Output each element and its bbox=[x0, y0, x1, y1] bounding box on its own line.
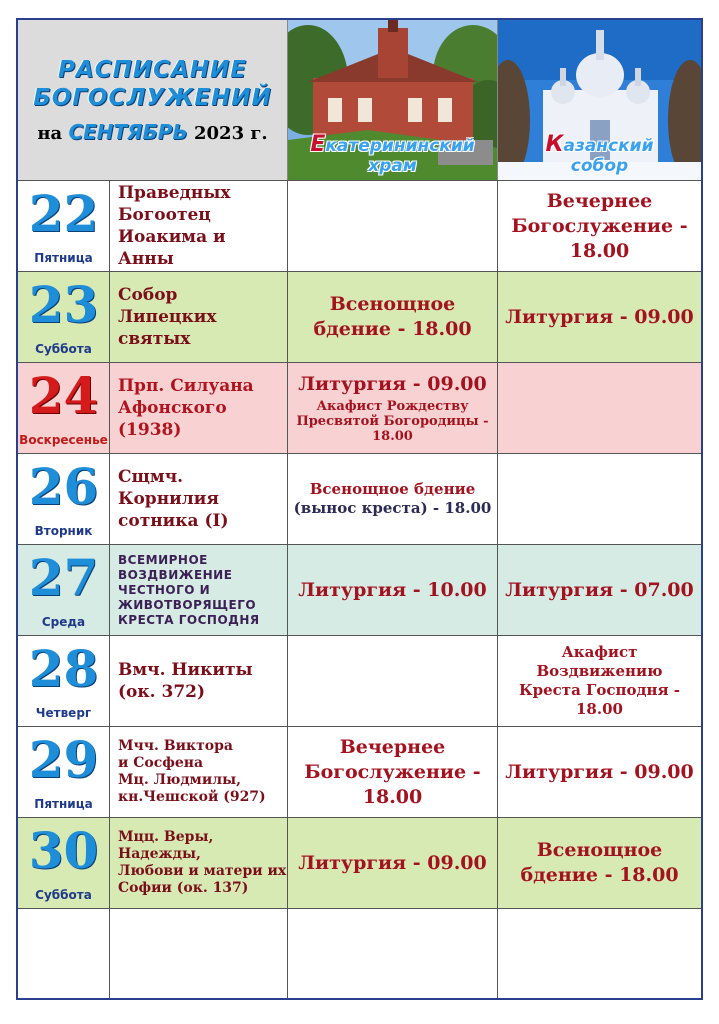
header bbox=[18, 20, 701, 180]
feast-line: ЧЕСТНОГО И bbox=[118, 582, 211, 597]
feast-cell bbox=[110, 363, 288, 453]
day-of-week: Воскресенье bbox=[19, 433, 108, 447]
church1-name: катерининский bbox=[325, 136, 475, 156]
service-line: Литургия - 09.00 bbox=[298, 851, 487, 874]
service-line: 18.00 bbox=[362, 785, 423, 808]
date-cell bbox=[18, 818, 110, 908]
service-note: (вынос креста) bbox=[293, 499, 428, 517]
kazansky-cell bbox=[498, 636, 701, 726]
feast-line: Богоотец bbox=[118, 205, 211, 225]
feast-line: Праведных bbox=[118, 183, 231, 203]
date-cell bbox=[18, 545, 110, 635]
service-line: 18.00 bbox=[576, 700, 623, 718]
service-line: Вечернее bbox=[339, 735, 446, 758]
day-number: 28 bbox=[28, 639, 99, 698]
schedule-row-empty bbox=[18, 908, 701, 998]
schedule-row-26 bbox=[18, 453, 701, 544]
date-cell bbox=[18, 909, 110, 998]
day-number: 27 bbox=[28, 548, 99, 607]
day-number: 26 bbox=[28, 457, 99, 516]
kazansky-cell bbox=[498, 272, 701, 362]
day-of-week: Пятница bbox=[34, 797, 93, 811]
schedule-row-24 bbox=[18, 362, 701, 453]
date-cell bbox=[18, 363, 110, 453]
feast-cell bbox=[110, 545, 288, 635]
day-number: 22 bbox=[28, 184, 99, 243]
feast-cell bbox=[110, 727, 288, 817]
kazansky-cell bbox=[498, 545, 701, 635]
date-cell bbox=[18, 272, 110, 362]
ekaterininsky-cell bbox=[288, 454, 498, 544]
feast-line: Сщмч. Корнилия bbox=[118, 467, 219, 509]
feast-line: сотника (I) bbox=[118, 511, 229, 531]
title-month-line bbox=[37, 120, 267, 144]
ekaterininsky-cell bbox=[288, 818, 498, 908]
day-of-week: Четверг bbox=[35, 706, 92, 720]
church2-line2: собор bbox=[570, 156, 629, 176]
church1-line2: храм bbox=[368, 156, 417, 176]
feast-line: Софии (ок. 137) bbox=[118, 880, 249, 896]
date-cell bbox=[18, 636, 110, 726]
feast-line: (ок. 372) bbox=[118, 682, 206, 702]
feast-line: Иоакима и Анны bbox=[118, 227, 226, 269]
feast-cell bbox=[110, 909, 288, 998]
church2-name: азанский bbox=[563, 136, 654, 156]
schedule-row-30 bbox=[18, 817, 701, 908]
feast-cell bbox=[110, 818, 288, 908]
service-line: Всенощное бдение bbox=[309, 480, 476, 498]
feast-cell bbox=[110, 181, 288, 271]
service-line: Богослужение - bbox=[511, 214, 688, 237]
feast-line: Мчч. Виктора bbox=[118, 738, 233, 754]
feast-line: кн.Чешской (927) bbox=[118, 789, 266, 805]
day-of-week: Суббота bbox=[35, 888, 92, 902]
service-line: Акафист Рождеству bbox=[316, 399, 469, 414]
feast-line: ЖИВОТВОРЯЩЕГО bbox=[118, 597, 257, 612]
kazansky-cell bbox=[498, 181, 701, 271]
day-number: 29 bbox=[28, 730, 99, 789]
service-line: Литургия - 09.00 bbox=[505, 305, 694, 328]
day-number: 30 bbox=[28, 821, 99, 880]
feast-cell bbox=[110, 636, 288, 726]
day-of-week: Пятница bbox=[34, 251, 93, 265]
schedule-row-28 bbox=[18, 635, 701, 726]
service-line: Богослужение - bbox=[304, 760, 481, 783]
feast-line: КРЕСТА ГОСПОДНЯ bbox=[118, 612, 260, 627]
schedule-row-23 bbox=[18, 271, 701, 362]
title-line-2: БОГОСЛУЖЕНИЙ bbox=[33, 85, 272, 111]
ekaterininsky-cell bbox=[288, 181, 498, 271]
feast-line: Любови и матери их bbox=[118, 863, 287, 879]
day-of-week: Вторник bbox=[34, 524, 93, 538]
church2-cap: К bbox=[545, 132, 564, 157]
service-line: Литургия - 07.00 bbox=[505, 578, 694, 601]
service-line: бдение - 18.00 bbox=[520, 864, 679, 886]
schedule-page bbox=[16, 18, 703, 1000]
kazansky-cell bbox=[498, 727, 701, 817]
kazansky-cell bbox=[498, 363, 701, 453]
schedule-row-27 bbox=[18, 544, 701, 635]
service-line: Всенощное bbox=[329, 293, 456, 315]
feast-cell bbox=[110, 272, 288, 362]
kazansky-cathedral-photo bbox=[498, 20, 701, 180]
feast-line: ВСЕМИРНОЕ bbox=[118, 552, 208, 567]
service-line: Литургия - 09.00 bbox=[298, 373, 487, 395]
feast-line: Мц. Людмилы, bbox=[118, 772, 241, 788]
kazansky-cell bbox=[498, 454, 701, 544]
service-line: Литургия - 09.00 bbox=[505, 760, 694, 783]
service-line: Пресвятой Богородицы - bbox=[296, 414, 489, 429]
service-line: бдение - 18.00 bbox=[313, 318, 472, 340]
date-cell bbox=[18, 181, 110, 271]
ekaterininsky-cell bbox=[288, 272, 498, 362]
ekaterininsky-cell bbox=[288, 363, 498, 453]
feast-line: Прп. Силуана bbox=[118, 376, 254, 396]
feast-cell bbox=[110, 454, 288, 544]
church1-cap: Е bbox=[310, 132, 326, 157]
ekaterininsky-cell bbox=[288, 909, 498, 998]
schedule-row-29 bbox=[18, 726, 701, 817]
day-of-week: Среда bbox=[41, 615, 86, 629]
feast-line: Мцц. Веры, bbox=[118, 829, 214, 845]
service-line: Креста Господня - bbox=[518, 681, 681, 699]
service-line: 18.00 bbox=[372, 429, 413, 444]
date-cell bbox=[18, 454, 110, 544]
kazansky-cell bbox=[498, 818, 701, 908]
title-line-1: РАСПИСАНИЕ bbox=[58, 57, 247, 83]
feast-line: Надежды, bbox=[118, 846, 201, 862]
ekaterininsky-cell bbox=[288, 545, 498, 635]
service-line: Акафист bbox=[561, 643, 638, 661]
title-pre: на bbox=[37, 123, 63, 144]
date-cell bbox=[18, 727, 110, 817]
feast-line: и Сосфена bbox=[118, 755, 204, 771]
church2-label bbox=[498, 132, 701, 176]
title-block bbox=[18, 20, 288, 180]
service-time: - 18.00 bbox=[427, 499, 492, 517]
day-of-week: Суббота bbox=[35, 342, 92, 356]
feast-line: Собор bbox=[118, 285, 178, 305]
service-line: Литургия - 10.00 bbox=[298, 578, 487, 601]
ekaterininsky-cell bbox=[288, 727, 498, 817]
feast-line: Вмч. Никиты bbox=[118, 660, 253, 680]
day-number: 24 bbox=[28, 366, 99, 425]
kazansky-cell bbox=[498, 909, 701, 998]
ekaterininsky-cell bbox=[288, 636, 498, 726]
title-year: 2023 г. bbox=[194, 123, 268, 144]
service-line: 18.00 bbox=[569, 239, 630, 262]
feast-line: Афонского (1938) bbox=[118, 398, 227, 440]
schedule-row-22 bbox=[18, 180, 701, 271]
day-number: 23 bbox=[28, 275, 99, 334]
church1-label bbox=[288, 132, 497, 176]
service-line: Всенощное bbox=[536, 839, 663, 861]
title-month: СЕНТЯБРЬ bbox=[68, 120, 188, 144]
ekaterininsky-church-photo bbox=[288, 20, 498, 180]
service-line: Вечернее bbox=[546, 189, 653, 212]
feast-line: Липецких святых bbox=[118, 307, 217, 349]
service-line: Воздвижению bbox=[536, 662, 663, 680]
feast-line: ВОЗДВИЖЕНИЕ bbox=[118, 567, 233, 582]
